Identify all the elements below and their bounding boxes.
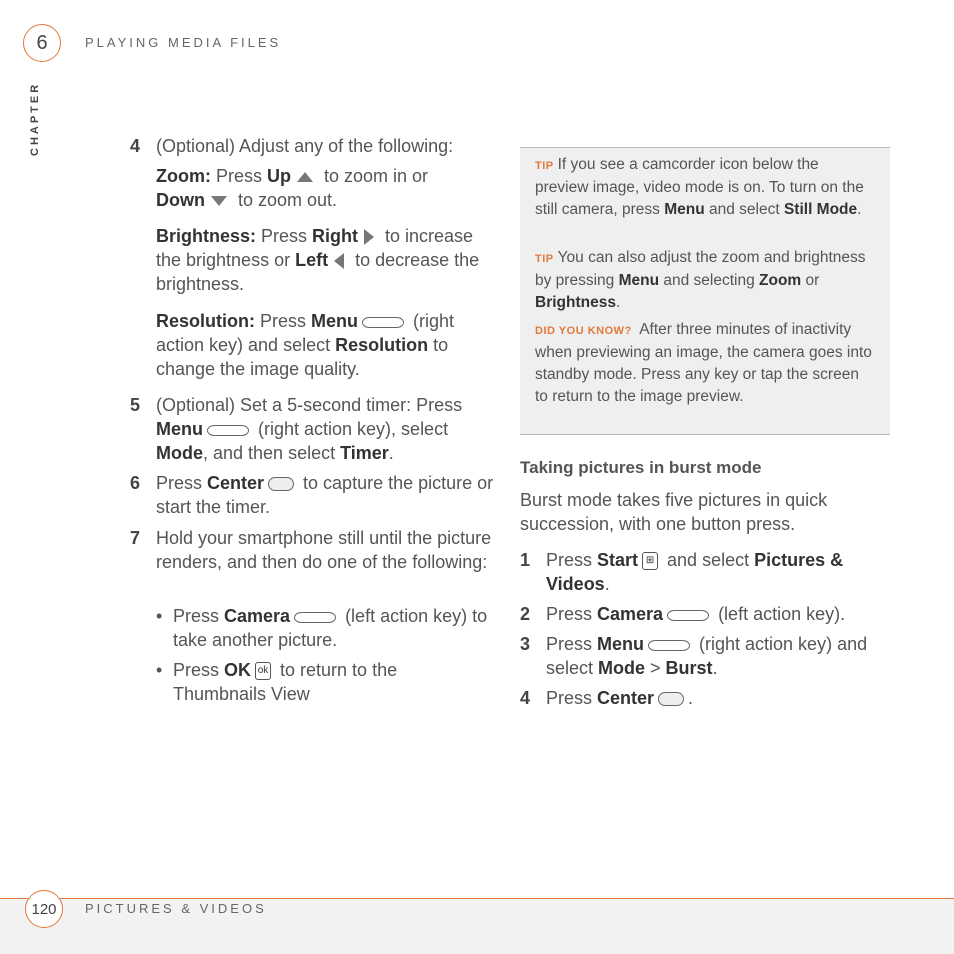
tip-box [520,147,890,435]
chapter-number-badge [23,24,61,62]
step-text: Hold your smartphone still until the picture renders, and then do one of the following: [156,528,492,572]
menu-label: Menu [664,201,705,218]
text: After three minutes of inactivity when previewing an image, the camera goes into standby mode. Press any key or tap the screen to return to the image preview. [535,321,872,405]
zoom-label: Zoom: [156,166,211,186]
text: Press [256,226,313,246]
start-windows-icon: ⊞ [642,552,658,570]
text: Press [546,604,598,624]
ok-key-label: OK [224,660,252,680]
down-key-label: Down [156,190,205,210]
text: . [857,201,862,218]
start-label: Start [597,550,639,570]
text: to change the image quality. [156,335,449,379]
step-number: 2 [520,604,531,624]
burst-intro: Burst mode takes five pictures in quick succession, with one button press. [520,490,828,534]
tip-zoom-brightness [535,247,875,314]
text: Press [546,550,598,570]
center-button-icon [268,477,294,491]
did-you-know [535,319,875,408]
text: to zoom in or [319,166,429,186]
text: , and then select [203,443,341,463]
text: (right action key) and select [156,311,455,355]
step-number: 7 [130,528,141,548]
text: . [388,443,394,463]
mode-label: Mode [156,443,203,463]
right-action-key-icon [362,317,404,328]
tip-camcorder [535,154,875,221]
zoom-option [156,164,476,212]
right-arrow-icon [364,229,374,245]
text: If you see a camcorder icon below the preview image, video mode is on. To turn on the still camera, press [535,156,864,218]
text: and select [662,550,755,570]
text: and select [704,201,784,218]
text: to increase the brightness or [156,226,474,270]
resolution-option [156,309,496,381]
text: . [615,294,621,311]
step-number: 5 [130,395,141,415]
did-you-know-label: DID YOU KNOW? [535,325,632,337]
brightness-label: Brightness: [156,226,257,246]
text: to capture the picture or start the timer. [156,473,494,517]
bullet-text [173,658,493,706]
center-key-label: Center [597,688,655,708]
step-text: (Optional) Adjust any of the following: [156,136,454,156]
text: to zoom out. [233,190,338,210]
text: and selecting [659,272,760,289]
text: You can also adjust the zoom and brightness by pressing [535,249,866,289]
step-text [546,602,890,626]
page-number-badge [25,890,63,928]
text: Press [546,688,598,708]
text: (right action key), select [253,419,449,439]
left-action-key-icon [667,610,709,621]
text: (right action key) and select [546,634,868,678]
section-heading: Taking pictures in burst mode [520,458,762,477]
resolution-menu-label: Resolution [335,335,429,355]
left-arrow-icon [334,253,344,269]
menu-key-label: Menu [156,419,203,439]
center-button-icon [658,692,684,706]
still-mode-label: Still Mode [783,201,858,218]
text: to return to the Thumbnails View [173,660,398,704]
step-text [546,686,890,710]
text: . [688,688,694,708]
menu-key-label: Menu [311,311,359,331]
bullet-text [173,604,493,652]
step-number: 4 [130,136,141,156]
step-text [546,632,890,680]
text: (Optional) Set a 5-second timer: Press [156,395,463,415]
step-number: 1 [520,550,531,570]
footer-section-title: PICTURES & VIDEOS [85,901,267,916]
menu-key-label: Menu [597,634,645,654]
down-arrow-icon [211,196,227,206]
mode-label: Mode [598,658,646,678]
camera-key-label: Camera [224,606,291,626]
step-text [156,471,500,519]
running-title: PLAYING MEDIA FILES [85,35,282,50]
resolution-label: Resolution: [156,311,255,331]
center-key-label: Center [207,473,265,493]
up-arrow-icon [297,172,313,182]
burst-label: Burst [665,658,713,678]
camera-key-label: Camera [597,604,664,624]
brightness-option [156,224,496,296]
bullet-mark: • [156,660,163,680]
text: > [645,658,666,678]
text: Press [546,634,598,654]
text: (left action key). [713,604,846,624]
pictures-videos-label: Pictures & Videos [546,550,844,594]
right-action-key-icon [648,640,690,651]
brightness-label: Brightness [535,294,616,311]
text: Press [156,473,208,493]
text: Press [173,660,225,680]
left-key-label: Left [295,250,329,270]
chapter-label: CHAPTER [29,82,41,157]
menu-label: Menu [618,272,660,289]
chapter-number: 6 [36,31,48,54]
step-number: 4 [520,688,531,708]
tip-label: TIP [535,160,554,172]
text: (left action key) to take another picture. [173,606,488,650]
text: . [712,658,718,678]
right-action-key-icon [207,425,249,436]
text: Press [210,166,267,186]
text: to decrease the brightness. [156,250,480,294]
text: . [604,574,610,594]
bullet-mark: • [156,606,163,626]
footer-divider [0,898,954,899]
text: Press [173,606,225,626]
right-key-label: Right [312,226,359,246]
step-text [156,393,500,465]
text: or [801,272,820,289]
timer-label: Timer [340,443,389,463]
step-number: 3 [520,634,531,654]
tip-label: TIP [535,253,554,265]
page-number: 120 [31,900,57,918]
up-key-label: Up [267,166,291,186]
zoom-label: Zoom [759,272,802,289]
left-action-key-icon [294,612,336,623]
step-text [546,548,890,596]
step-number: 6 [130,473,141,493]
text: Press [255,311,312,331]
ok-button-icon: ok [255,662,271,680]
